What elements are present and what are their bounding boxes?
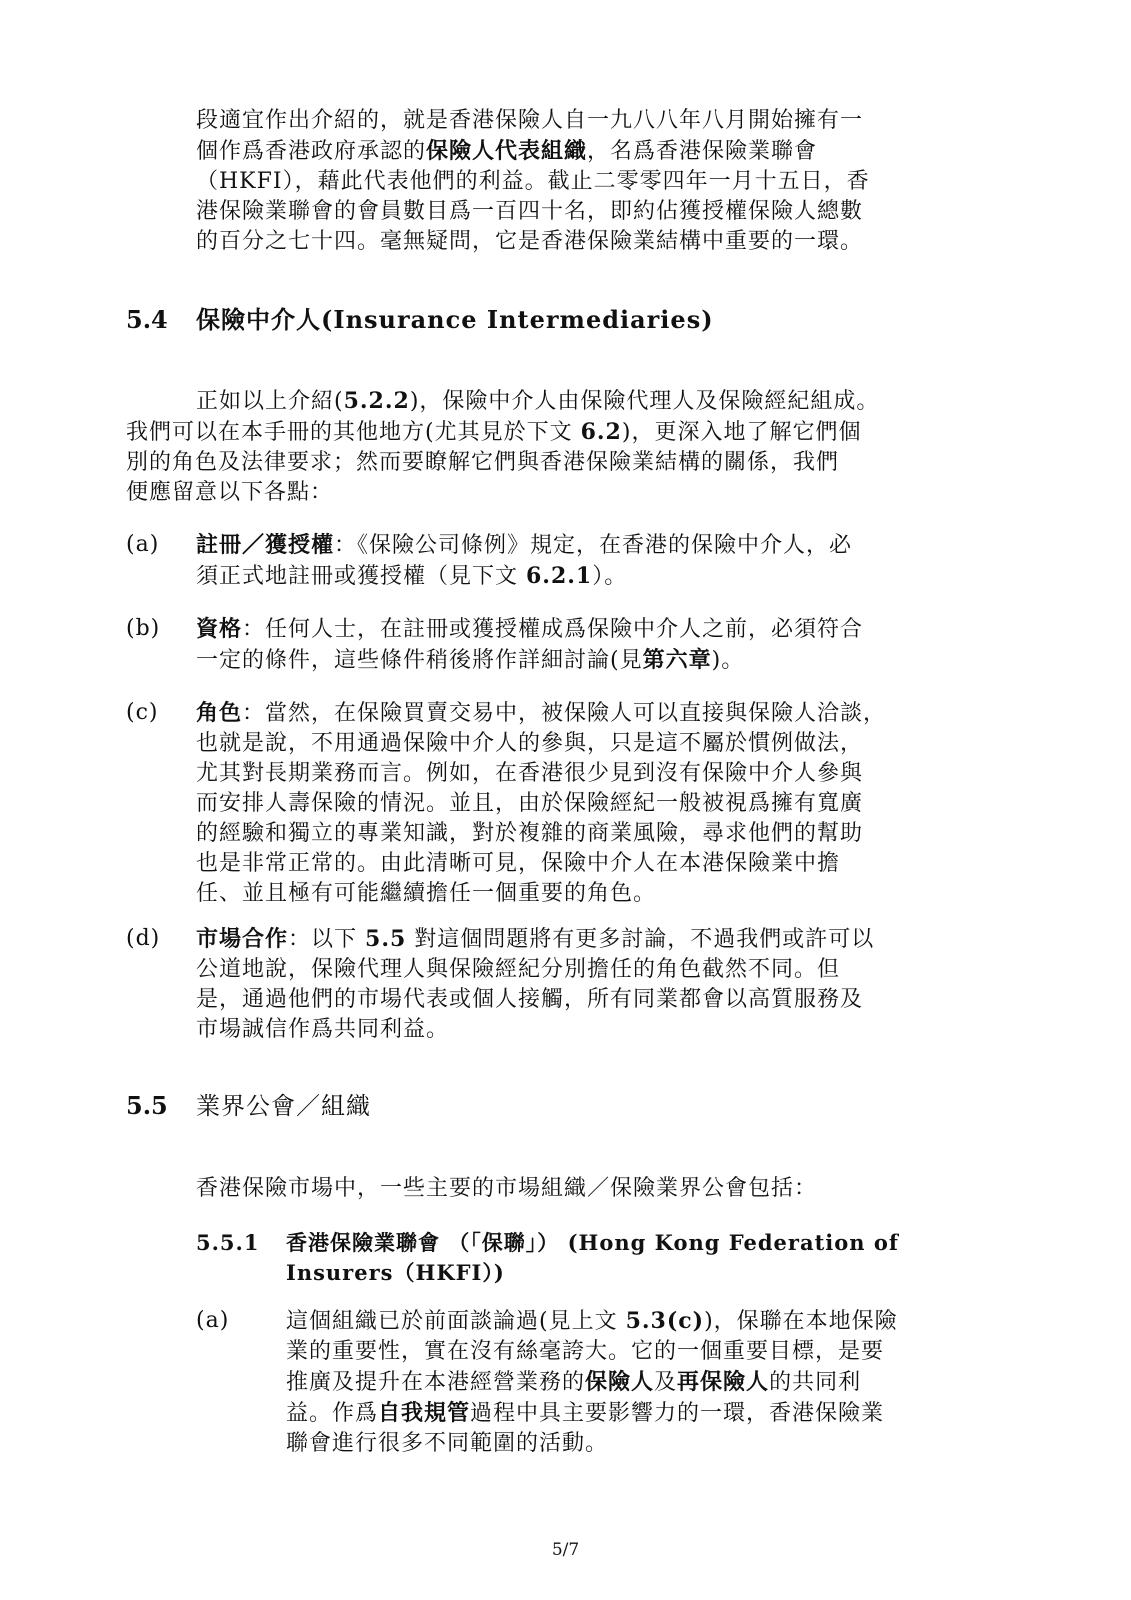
text-line: 公道地說，保險代理人與保險經紀分別擔任的角色截然不同。但 bbox=[196, 957, 841, 982]
text-line: 的經驗和獨立的專業知識，對於複雜的商業風險，尋求他們的幫助 bbox=[196, 821, 864, 846]
section-heading-5-5 bbox=[126, 1090, 371, 1122]
list-item-qualification bbox=[196, 614, 863, 676]
text-line: 市場誠信作爲共同利益。 bbox=[196, 1017, 450, 1042]
list-label: (c) bbox=[126, 700, 159, 725]
text-line: 益。作爲自我規管過程中具主要影響力的一環，香港保險業 bbox=[286, 1400, 885, 1426]
text-line: 推廣及提升在本港經營業務的保險人及再保險人的共同利 bbox=[286, 1369, 862, 1395]
text-line: 是，通過他們的市場代表或個人接觸，所有同業都會以高質服務及 bbox=[196, 987, 864, 1012]
text-line: 正如以上介紹(5.2.2)，保險中介人由保險代理人及保險經紀組成。 bbox=[196, 388, 880, 414]
text-line: 個作爲香港政府承認的保險人代表組織，名爲香港保險業聯會 bbox=[196, 138, 818, 164]
section-5-5-intro bbox=[196, 1174, 817, 1204]
text-line: 須正式地註冊或獲授權（見下文 6.2.1）。 bbox=[196, 563, 628, 589]
text-line: 港保險業聯會的會員數目爲一百四十名，即約佔獲授權保險人總數 bbox=[196, 199, 864, 224]
text-line: 我們可以在本手冊的其他地方(尤其見於下文 6.2)，更深入地了解它們個 bbox=[126, 419, 862, 445]
list-item-market-cooperation bbox=[196, 924, 874, 1045]
bold-term: 保險人 bbox=[585, 1369, 655, 1395]
list-label: (d) bbox=[126, 926, 161, 951]
hkfi-item-a bbox=[286, 1306, 898, 1459]
bold-term: 保險人代表組織 bbox=[426, 138, 588, 164]
text-line: 註冊／獲授權：《保險公司條例》規定，在香港的保險中介人，必 bbox=[196, 532, 853, 558]
text-line: 也就是說，不用通過保險中介人的參與，只是這不屬於慣例做法， bbox=[196, 731, 864, 756]
page-number: 5/7 bbox=[551, 1540, 580, 1560]
text-line: （HKFI），藉此代表他們的利益。截止二零零四年一月十五日，香 bbox=[196, 169, 870, 194]
list-label: (a) bbox=[196, 1308, 230, 1333]
text-line: 業的重要性，實在沒有絲毫誇大。它的一個重要目標，是要 bbox=[286, 1339, 885, 1364]
text-line: 的百分之七十四。毫無疑問，它是香港保險業結構中重要的一環。 bbox=[196, 229, 864, 254]
text-line: 段適宜作出介紹的，就是香港保險人自一九八八年八月開始擁有一 bbox=[196, 108, 864, 133]
subsection-title-5-5-1 bbox=[286, 1228, 899, 1288]
text-line: 這個組織已於前面談論過(見上文 5.3(c))，保聯在本地保險 bbox=[286, 1308, 898, 1334]
text-line: 市場合作：以下 5.5 對這個問題將有更多討論，不過我們或許可以 bbox=[196, 926, 875, 952]
section-heading-5-4 bbox=[126, 304, 714, 336]
bold-term: 市場合作 bbox=[196, 926, 289, 952]
section-5-4-intro bbox=[126, 386, 879, 508]
text-line: 別的角色及法律要求；然而要瞭解它們與香港保險業結構的關係，我們 bbox=[126, 450, 840, 475]
list-label: (a) bbox=[126, 532, 160, 557]
section-title: 業界公會／組織 bbox=[196, 1092, 371, 1120]
bold-term: 資格 bbox=[196, 616, 243, 642]
text-line: 資格：任何人士，在註冊或獲授權成爲保險中介人之前，必須符合 bbox=[196, 616, 864, 642]
text-line: 角色：當然，在保險買賣交易中，被保險人可以直接與保險人洽談， bbox=[196, 700, 887, 726]
section-number: 5.5 bbox=[126, 1091, 168, 1120]
text-line: 便應留意以下各點： bbox=[126, 480, 334, 505]
section-title: 保險中介人(Insurance Intermediaries) bbox=[196, 305, 714, 334]
text-line: 香港保險業聯會 （「保聯」） (Hong Kong Federation of bbox=[286, 1230, 899, 1255]
subsection-number-5-5-1: 5.5.1 bbox=[196, 1230, 260, 1255]
bold-term: 註冊／獲授權 bbox=[196, 532, 335, 558]
text-line: 聯會進行很多不同範圍的活動。 bbox=[286, 1431, 609, 1456]
text-line: 也是非常正常的。由此清晰可見，保險中介人在本港保險業中擔 bbox=[196, 851, 841, 876]
text-line: 一定的條件，這些條件稍後將作詳細討論(見第六章)。 bbox=[196, 647, 745, 673]
bold-term: 自我規管 bbox=[378, 1400, 471, 1426]
text-line: 任、並且極有可能繼續擔任一個重要的角色。 bbox=[196, 881, 657, 906]
text-line: Insurers（HKFI）) bbox=[286, 1260, 505, 1285]
bold-term: 再保險人 bbox=[677, 1369, 770, 1395]
text-line: 香港保險市場中，一些主要的市場組織／保險業界公會包括： bbox=[196, 1176, 818, 1201]
section-number: 5.4 bbox=[126, 305, 168, 334]
list-item-registration bbox=[196, 530, 852, 592]
text-line: 而安排人壽保險的情況。並且，由於保險經紀一般被視爲擁有寬廣 bbox=[196, 791, 864, 816]
intro-paragraph bbox=[196, 106, 870, 257]
bold-term: 角色 bbox=[196, 700, 243, 726]
list-label: (b) bbox=[126, 616, 161, 641]
list-item-role bbox=[196, 698, 886, 909]
text-line: 尤其對長期業務而言。例如，在香港很少見到沒有保險中介人參與 bbox=[196, 761, 864, 786]
